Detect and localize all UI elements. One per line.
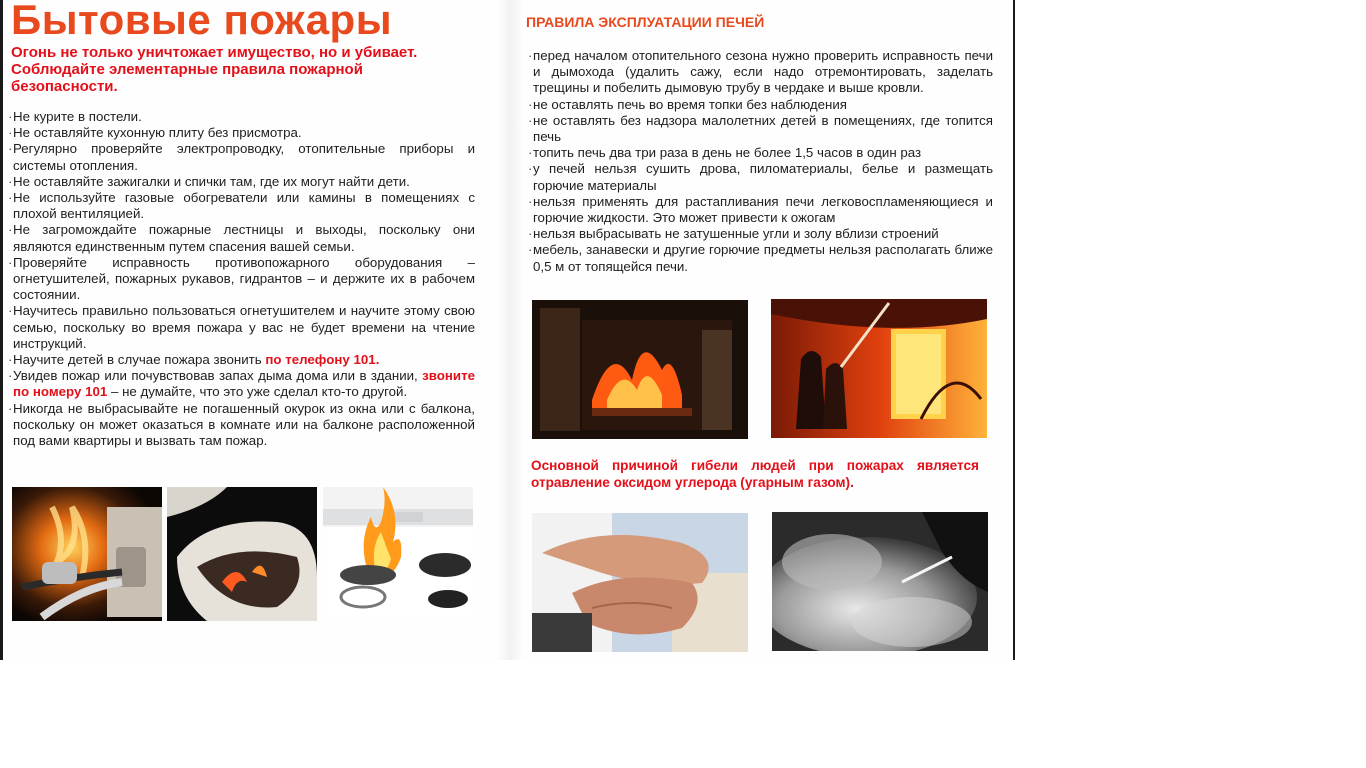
rule-item: · Не используйте газовые обогреватели или камины в помещениях с плохой вентиляцией. bbox=[9, 190, 475, 222]
stove-rule-item: · топить печь два три раза в день не более 1,5 часов в один раз bbox=[529, 145, 993, 161]
stove-rule-item: · нельзя выбрасывать не затушенные угли и золу вблизи строений bbox=[529, 226, 993, 242]
scan-edge-right bbox=[1013, 0, 1015, 660]
photo-burning-stove bbox=[532, 300, 748, 439]
stove-rule-item: · нельзя применять для растапливания печи легковоспламеняющиеся и горючие жидкости. Это может привести к ожогам bbox=[529, 194, 993, 226]
rule-item: · Не загромождайте пожарные лестницы и выходы, поскольку они являются единственным путем спасения вашей семьи. bbox=[9, 222, 475, 254]
stove-rule-item: · у печей нельзя сушить дрова, пиломатериалы, белье и размещать горючие материалы bbox=[529, 161, 993, 193]
stove-rule-item: · не оставлять печь во время топки без наблюдения bbox=[529, 97, 993, 113]
rule-item: · Никогда не выбрасывайте не погашенный окурок из окна или с балкона, поскольку он может оказаться в комнате или на балконе расположенной под вами квартиры и вызвать там пожар. bbox=[9, 401, 475, 450]
lead-warning: Огонь не только уничтожает имущество, но и убивает. Соблюдайте элементарные правила пожарной безопасности. bbox=[11, 44, 418, 95]
photo-burning-socket bbox=[12, 487, 162, 621]
rule-item: · Регулярно проверяйте электропроводку, отопительные приборы и системы отопления. bbox=[9, 141, 475, 173]
call-number-highlight: звоните по номеру 101 bbox=[13, 368, 475, 400]
photo-burning-hand bbox=[167, 487, 317, 621]
rule-text: Увидев пожар или почувствовав запах дыма дома или в здании, bbox=[13, 368, 423, 384]
carbon-monoxide-warning: Основной причиной гибели людей при пожарах является отравление оксидом углерода (угарным газом). bbox=[531, 458, 979, 490]
photo-smoke bbox=[772, 512, 988, 651]
rule-text: – не думайте, что это уже сделал кто-то другой. bbox=[107, 384, 408, 400]
rule-item: · Не курите в постели. bbox=[9, 109, 475, 125]
rule-item: · Проверяйте исправность противопожарного оборудования – огнетушителей, пожарных рукавов, гидрантов – и держите их в рабочем состоянии. bbox=[9, 255, 475, 304]
stove-rule-item: · перед началом отопительного сезона нужно проверить исправность печи и дымохода (удалить сажу, если надо отремонтировать, заделать трещины и побелить дымовую трубу в чердаке и выше кровли. bbox=[529, 48, 993, 97]
stove-rules-title: ПРАВИЛА ЭКСПЛУАТАЦИИ ПЕЧЕЙ bbox=[526, 14, 765, 30]
stove-rules bbox=[529, 48, 993, 275]
stove-rule-item: · мебель, занавески и другие горючие предметы нельзя располагать ближе 0,5 м от топящейся печи. bbox=[529, 242, 993, 274]
rule-item-phone bbox=[9, 352, 475, 368]
photo-pan-on-fire bbox=[323, 487, 473, 621]
phone-number-highlight: по телефону 101. bbox=[265, 352, 380, 368]
photo-hand-pulse bbox=[532, 513, 748, 652]
rule-item: · Научитесь правильно пользоваться огнетушителем и научите этому свою семью, поскольку во время пожара у вас не будет времени на чтение инструкций. bbox=[9, 303, 475, 352]
photo-firefighters bbox=[771, 299, 987, 438]
page-fold bbox=[497, 0, 523, 660]
rule-item: · Не оставляйте зажигалки и спички там, где их могут найти дети. bbox=[9, 174, 475, 190]
stove-rule-item: · не оставлять без надзора малолетних детей в помещениях, где топится печь bbox=[529, 113, 993, 145]
rule-item-call bbox=[9, 368, 475, 400]
rule-item: · Не оставляйте кухонную плиту без присмотра. bbox=[9, 125, 475, 141]
scan-edge-left bbox=[0, 0, 3, 660]
page-title: Бытовые пожары bbox=[11, 0, 393, 43]
household-fire-rules bbox=[9, 109, 475, 449]
rule-text: Научите детей в случае пожара звонить bbox=[13, 352, 266, 368]
